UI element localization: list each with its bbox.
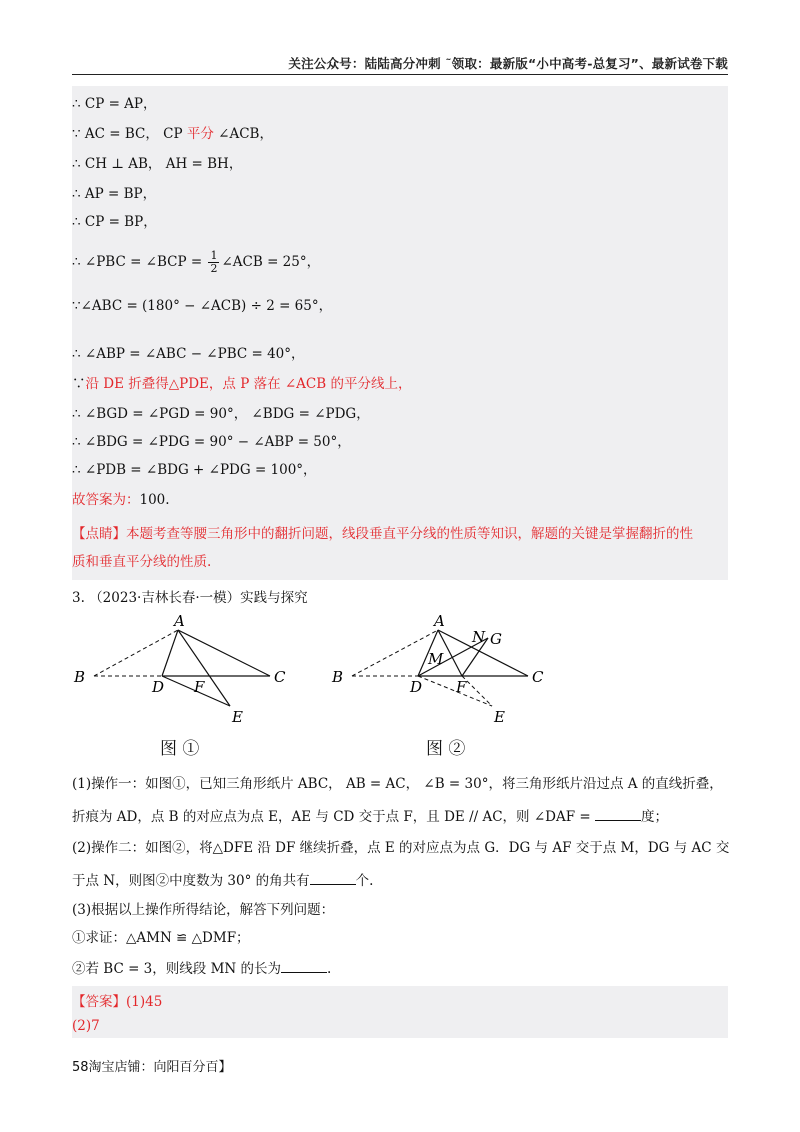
figure-2-caption: 图 ② (426, 739, 466, 759)
solution-line-13: 故答案为：100. (72, 492, 170, 508)
solution-line-6: ∴ ∠PBC = ∠BCP = $\frac{1}{2}$ ∠ACB = 25°， (72, 249, 321, 275)
question-part-3-sub-2: ②若 BC = 3，则线段 MN 的长为 . (72, 958, 331, 979)
solution-line-1: ∴ CP = AP， (72, 96, 157, 112)
fig1-label-c: C (274, 668, 286, 686)
fig2-label-m: M (428, 650, 444, 668)
solution-line-11: ∴ ∠BDG = ∠PDG = 90° − ∠ABP = 50°， (72, 434, 351, 450)
solution-line-7: ∵∠ABC = (180° − ∠ACB) ÷ 2 = 65°， (72, 298, 333, 314)
page-footer: 58淘宝店铺：向阳百分百】 (72, 1060, 232, 1075)
answer-box (72, 986, 728, 1038)
question-part-1-line-2: 折痕为 AD，点 B 的对应点为点 E，AE 与 CD 交于点 F，且 DE // AC，则 ∠DAF = 度； (72, 806, 668, 827)
solution-line-8: ∴ ∠ABP = ∠ABC − ∠PBC = 40°， (72, 346, 305, 362)
page-header: 关注公众号：陆陆高分冲刺 ˜领取：最新版“小中高考-总复习”、最新试卷下载 (288, 56, 728, 71)
fig2-label-d: D (410, 678, 423, 696)
fig2-label-g: G (490, 630, 502, 648)
solution-line-12: ∴ ∠PDB = ∠BDG + ∠PDG = 100°， (72, 462, 317, 478)
solution-line-10: ∴ ∠BGD = ∠PGD = 90°， ∠BDG = ∠PDG， (72, 406, 370, 422)
solution-line-2: ∵ AC = BC， CP 平分 ∠ACB， (72, 126, 273, 142)
fig1-label-e: E (232, 708, 243, 726)
fig2-label-e: E (494, 708, 505, 726)
figure-1 (70, 608, 300, 728)
question-part-2-line-1: (2)操作二：如图②，将△DFE 沿 DF 继续折叠，点 E 的对应点为点 G．DG 与 AF 交于点 M，DG 与 AC 交 (72, 840, 730, 856)
fraction-one-half: $\frac{1}{2}$ (210, 249, 218, 275)
fig2-label-f: F (456, 678, 467, 696)
answer-line-2: (2)7 (72, 1018, 100, 1034)
fig1-label-b: B (74, 668, 86, 686)
figure-1-caption: 图 ① (160, 739, 200, 759)
solution-line-3: ∴ CH ⊥ AB， AH = BH， (72, 156, 243, 172)
fig2-label-n: N (472, 628, 486, 646)
fig2-label-c: C (532, 668, 544, 686)
solution-remark-line-2: 质和垂直平分线的性质. (72, 554, 212, 570)
fig2-label-b: B (332, 668, 344, 686)
fig1-label-a: A (174, 612, 185, 630)
question-part-3: (3)根据以上操作所得结论，解答下列问题： (72, 902, 335, 918)
fig1-label-d: D (152, 678, 165, 696)
fig2-label-a: A (434, 612, 445, 630)
answer-line-1: 【答案】(1)45 (72, 994, 163, 1010)
answer-blank-3[interactable] (281, 958, 327, 973)
question-title: 3. （2023·吉林长春·一模）实践与探究 (72, 590, 308, 606)
figure-2 (330, 608, 570, 728)
solution-line-9: ∵沿 DE 折叠得△PDE，点 P 落在 ∠ACB 的平分线上， (72, 376, 412, 392)
solution-line-5: ∴ CP = BP， (72, 214, 157, 230)
answer-blank-2[interactable] (310, 870, 356, 885)
fig1-label-f: F (194, 678, 205, 696)
answer-blank-1[interactable] (595, 806, 641, 821)
solution-remark-line-1: 【点睛】本题考查等腰三角形中的翻折问题，线段垂直平分线的性质等知识，解题的关键是掌握翻折的性 (72, 526, 693, 542)
question-part-1-line-1: (1)操作一：如图①，已知三角形纸片 ABC， AB = AC， ∠B = 30°，将三角形纸片沿过点 A 的直线折叠， (72, 776, 723, 792)
header-rule (72, 74, 728, 75)
solution-line-4: ∴ AP = BP， (72, 186, 157, 202)
question-part-3-sub-1: ①求证：△AMN ≌ △DMF； (72, 930, 250, 946)
question-part-2-line-2: 于点 N，则图②中度数为 30° 的角共有 个. (72, 870, 373, 891)
